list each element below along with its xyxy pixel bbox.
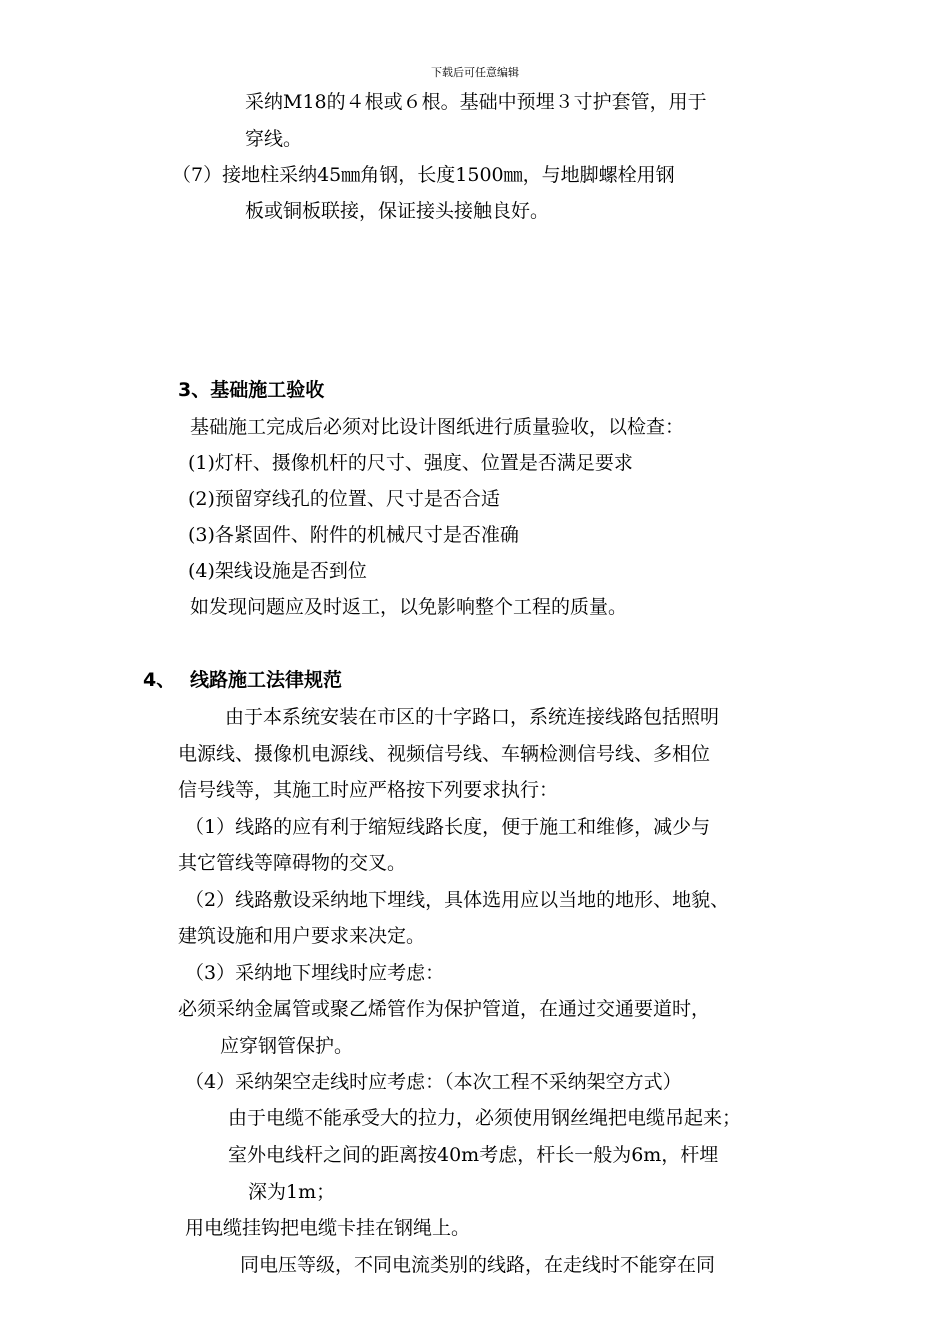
section-3-line: (4)架线设施是否到位 (188, 560, 367, 582)
section-4-line: （1）线路的应有利于缩短线路长度，便于施工和维修，减少与 (185, 816, 711, 838)
section-4-line: 电源线、摄像机电源线、视频信号线、车辆检测信号线、多相位 (178, 743, 711, 765)
section-3-line: 基础施工完成后必须对比设计图纸进行质量验收，以检查： (190, 416, 685, 438)
section-4-line: （4）采纳架空走线时应考虑：（本次工程不采纳架空方式） (185, 1071, 682, 1093)
section-4-number: 4、 (143, 669, 176, 691)
section-4-line: 应穿钢管保护。 (220, 1035, 354, 1057)
section-4-line: 用电缆挂钩把电缆卡挂在钢绳上。 (185, 1217, 471, 1239)
section-3-line: (3)各紧固件、附件的机械尺寸是否准确 (188, 524, 519, 546)
section-3-line: (1)灯杆、摄像机杆的尺寸、强度、位置是否满足要求 (188, 452, 633, 474)
section-4-line: 由于电缆不能承受大的拉力，必须使用钢丝绳把电缆吊起来； (228, 1107, 742, 1129)
section-4-line: 信号线等，其施工时应严格按下列要求执行： (178, 779, 559, 801)
page-header: 下载后可任意编辑 (431, 66, 519, 79)
section-4-line: 室外电线杆之间的距离按40m考虑，杆长一般为6m，杆埋 (228, 1144, 719, 1166)
section-4-line: （3）采纳地下埋线时应考虑： (185, 962, 445, 984)
section-4-line: 同电压等级，不同电流类别的线路，在走线时不能穿在同 (240, 1254, 716, 1276)
section-3-line: 如发现问题应及时返工，以免影响整个工程的质量。 (190, 596, 628, 618)
body-line: （7）接地柱采纳45㎜角钢，长度1500㎜，与地脚螺栓用钢 (172, 164, 675, 186)
section-4-line: 由于本系统安装在市区的十字路口，系统连接线路包括照明 (225, 706, 720, 728)
section-4-line: 其它管线等障碍物的交叉。 (178, 852, 407, 874)
body-line: 板或铜板联接，保证接头接触良好。 (245, 200, 550, 222)
section-4-line: （2）线路敷设采纳地下埋线，具体选用应以当地的地形、地貌、 (185, 889, 730, 911)
body-line: 穿线。 (245, 128, 303, 150)
body-line: 采纳M18的４根或６根。基础中预埋３寸护套管，用于 (245, 91, 707, 113)
section-4-line: 深为1m； (248, 1181, 336, 1203)
section-4-line: 建筑设施和用户要求来决定。 (178, 925, 426, 947)
section-4-title: 线路施工法律规范 (190, 669, 343, 691)
section-3-line: (2)预留穿线孔的位置、尺寸是否合适 (188, 488, 500, 510)
section-3-title: 3、基础施工验收 (178, 379, 325, 401)
section-4-line: 必须采纳金属管或聚乙烯管作为保护管道，在通过交通要道时， (178, 998, 711, 1020)
